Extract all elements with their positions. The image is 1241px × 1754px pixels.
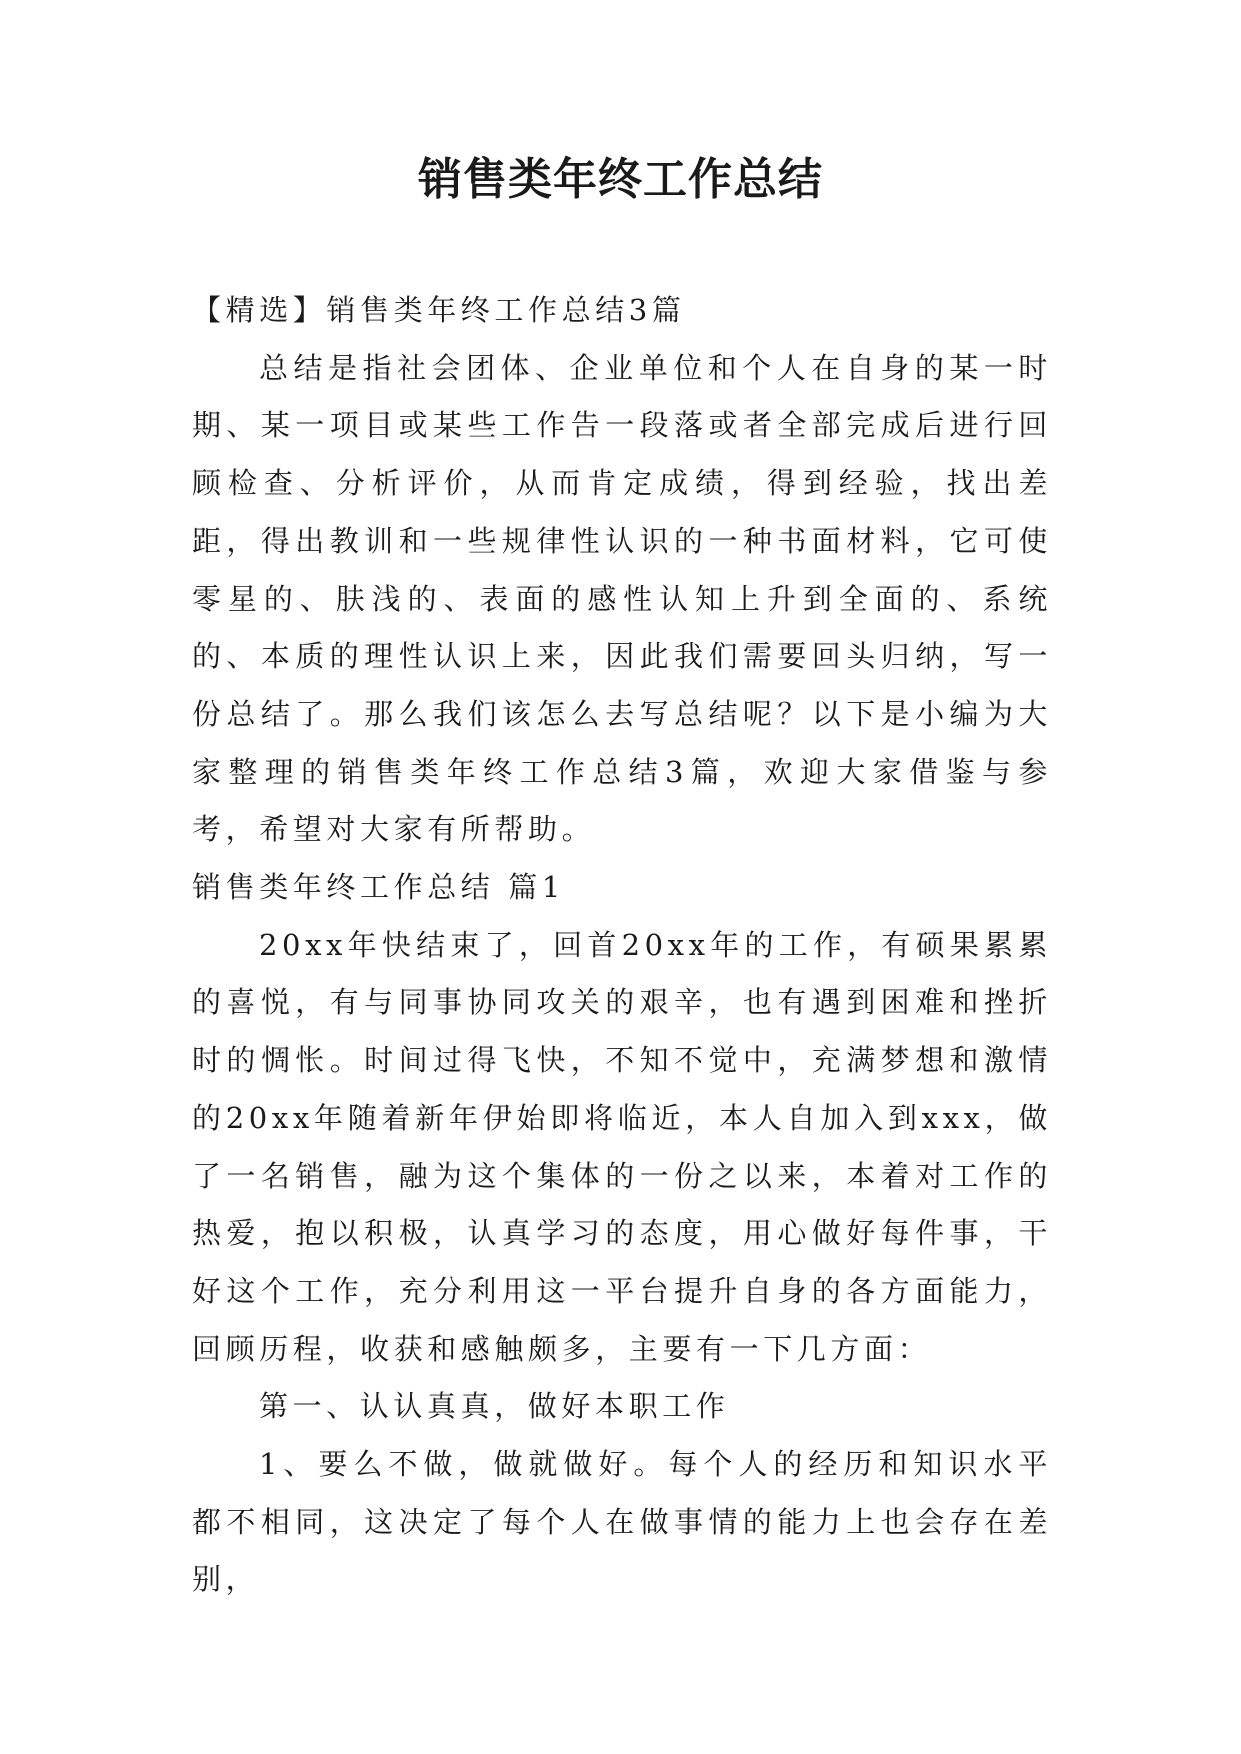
body-paragraph: 20xx年快结束了，回首20xx年的工作，有硕果累累的喜悦，有与同事协同攻关的艰辛，也有遇到困难和挫折时的惆怅。时间过得飞快，不知不觉中，充满梦想和激情的20xx年随着新年伊始即将临近，本人自加入到xxx，做了一名销售，融为这个集体的一份之以来，本着对工作的热爱，抱以积极，认真学习的态度，用心做好每件事，干好这个工作，充分利用这一平台提升自身的各方面能力，回顾历程，收获和感触颇多，主要有一下几方面： [192,927,1052,1366]
subsection-heading: 第一、认认真真，做好本职工作 [259,1389,730,1424]
document-title: 销售类年终工作总结 [418,154,823,205]
intro-paragraph: 总结是指社会团体、企业单位和个人在自身的某一时期、某一项目或某些工作告一段落或者全部完成后进行回顾检查、分析评价，从而肯定成绩，得到经验，找出差距，得出教训和一些规律性认识的一种书面材料，它可使零星的、肤浅的、表面的感性认知上升到全面的、系统的、本质的理性认识上来，因此我们需要回头归纳，写一份总结了。那么我们该怎么去写总结呢？以下是小编为大家整理的销售类年终工作总结3篇，欢迎大家借鉴与参考，希望对大家有所帮助。 [192,350,1052,847]
body-paragraph: 1、要么不做，做就做好。每个人的经历和知识水平都不相同，这决定了每个人在做事情的能力上也会存在差别， [192,1447,1052,1597]
section-heading: 销售类年终工作总结 篇1 [192,870,565,905]
intro-heading: 【精选】销售类年终工作总结3篇 [192,293,686,327]
document-body [192,282,1052,1609]
